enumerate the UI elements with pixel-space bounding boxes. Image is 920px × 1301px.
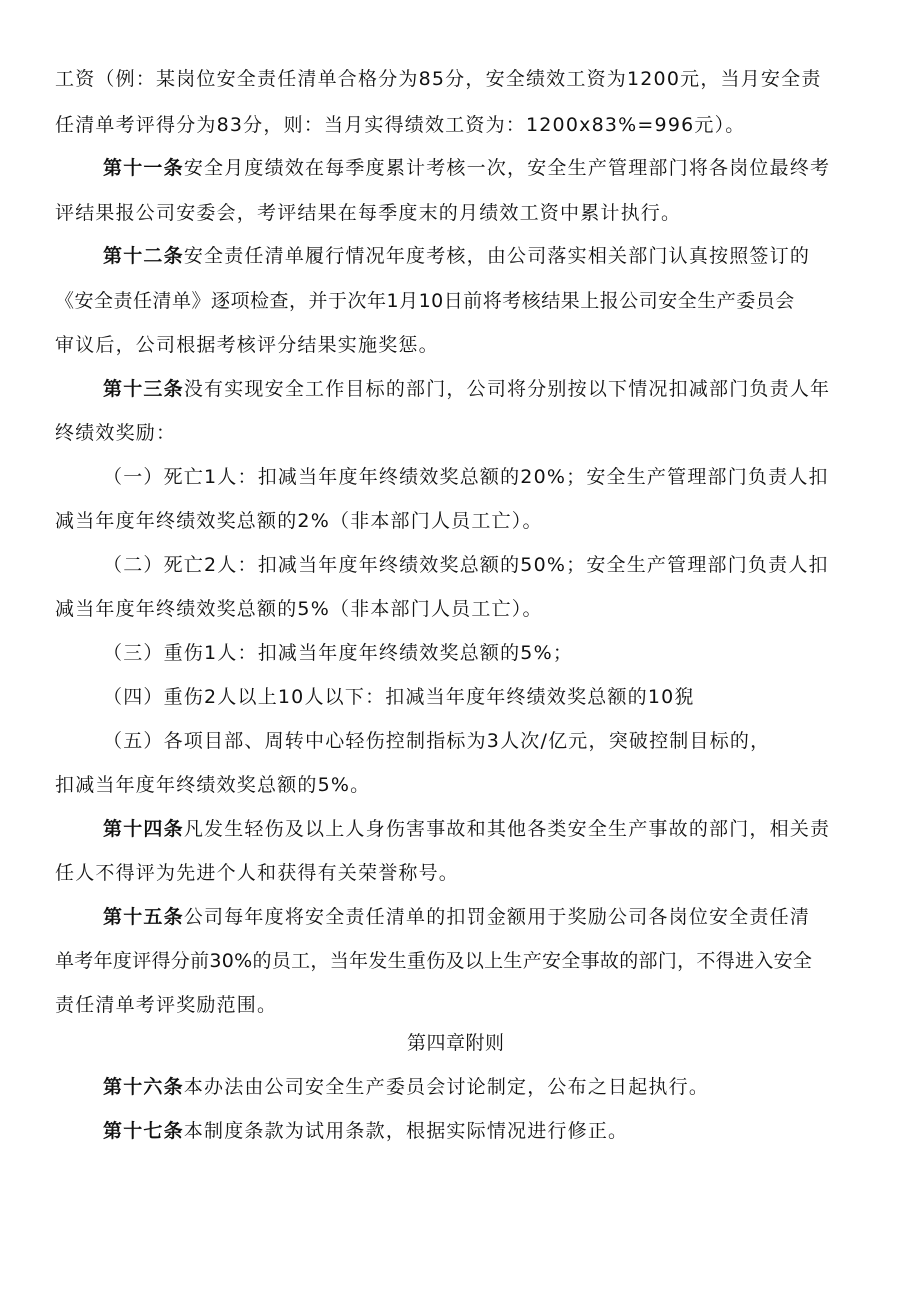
list-item: （三）重伤1人：扣减当年度年终绩效奖总额的5%； bbox=[103, 642, 574, 664]
article-text: 没有实现安全工作目标的部门，公司将分别按以下情况扣减部门负责人年 bbox=[183, 378, 831, 400]
list-item: （一）死亡1人：扣减当年度年终绩效奖总额的20%；安全生产管理部门负责人扣 bbox=[103, 466, 829, 488]
text-line: 减当年度年终绩效奖总额的2%（非本部门人员工亡）。 bbox=[55, 510, 543, 532]
article-15 bbox=[103, 904, 810, 930]
list-item: （二）死亡2人：扣减当年度年终绩效奖总额的50%；安全生产管理部门负责人扣 bbox=[103, 554, 829, 576]
article-label: 第十五条 bbox=[103, 906, 184, 928]
text-line: 工资（例：某岗位安全责任清单合格分为85分，安全绩效工资为1200元，当月安全责 bbox=[55, 68, 822, 90]
article-14 bbox=[103, 816, 830, 842]
article-12 bbox=[103, 243, 810, 269]
text-line: 任清单考评得分为83分，则：当月实得绩效工资为：1200x83%=996元）。 bbox=[55, 114, 746, 136]
article-text: 凡发生轻伤及以上人身伤害事故和其他各类安全生产事故的部门，相关责 bbox=[183, 818, 831, 840]
list-item: （五）各项目部、周转中心轻伤控制指标为3人次/亿元，突破控制目标的， bbox=[103, 730, 771, 752]
article-text: 本办法由公司安全生产委员会讨论制定，公布之日起执行。 bbox=[183, 1076, 710, 1098]
article-text: 公司每年度将安全责任清单的扣罚金额用于奖励公司各岗位安全责任清 bbox=[183, 906, 811, 928]
text-line: 评结果报公司安委会，考评结果在每季度末的月绩效工资中累计执行。 bbox=[55, 202, 682, 224]
article-text: 本制度条款为试用条款，根据实际情况进行修正。 bbox=[183, 1120, 629, 1142]
text-line: 减当年度年终绩效奖总额的5%（非本部门人员工亡）。 bbox=[55, 598, 543, 620]
article-text: 安全月度绩效在每季度累计考核一次，安全生产管理部门将各岗位最终考 bbox=[183, 157, 831, 179]
article-11 bbox=[103, 155, 830, 181]
text-line: 任人不得评为先进个人和获得有关荣誉称号。 bbox=[55, 862, 460, 884]
text-line: 责任清单考评奖励范围。 bbox=[55, 994, 278, 1016]
text-line: 审议后，公司根据考核评分结果实施奖惩。 bbox=[55, 334, 439, 356]
article-label: 第十七条 bbox=[103, 1120, 184, 1142]
text-line: 《安全责任清单》逐项检查，并于次年1月10日前将考核结果上报公司安全生产委员会 bbox=[55, 290, 795, 312]
text-line: 终绩效奖励： bbox=[55, 422, 177, 444]
chapter-heading: 第四章附则 bbox=[407, 1032, 505, 1054]
article-text: 安全责任清单履行情况年度考核，由公司落实相关部门认真按照签订的 bbox=[183, 245, 811, 267]
article-16 bbox=[103, 1074, 709, 1100]
text-line: 扣减当年度年终绩效奖总额的5%。 bbox=[55, 774, 371, 796]
article-17 bbox=[103, 1118, 628, 1144]
article-13 bbox=[103, 376, 830, 402]
article-label: 第十二条 bbox=[103, 245, 184, 267]
article-label: 第十三条 bbox=[103, 378, 184, 400]
article-label: 第十六条 bbox=[103, 1076, 184, 1098]
text-line: 单考年度评得分前30%的员工，当年发生重伤及以上生产安全事故的部门，不得进入安全 bbox=[55, 950, 813, 972]
list-item: （四）重伤2人以上10人以下：扣减当年度年终绩效奖总额的10猊 bbox=[103, 686, 695, 708]
article-label: 第十四条 bbox=[103, 818, 184, 840]
article-label: 第十一条 bbox=[103, 157, 184, 179]
